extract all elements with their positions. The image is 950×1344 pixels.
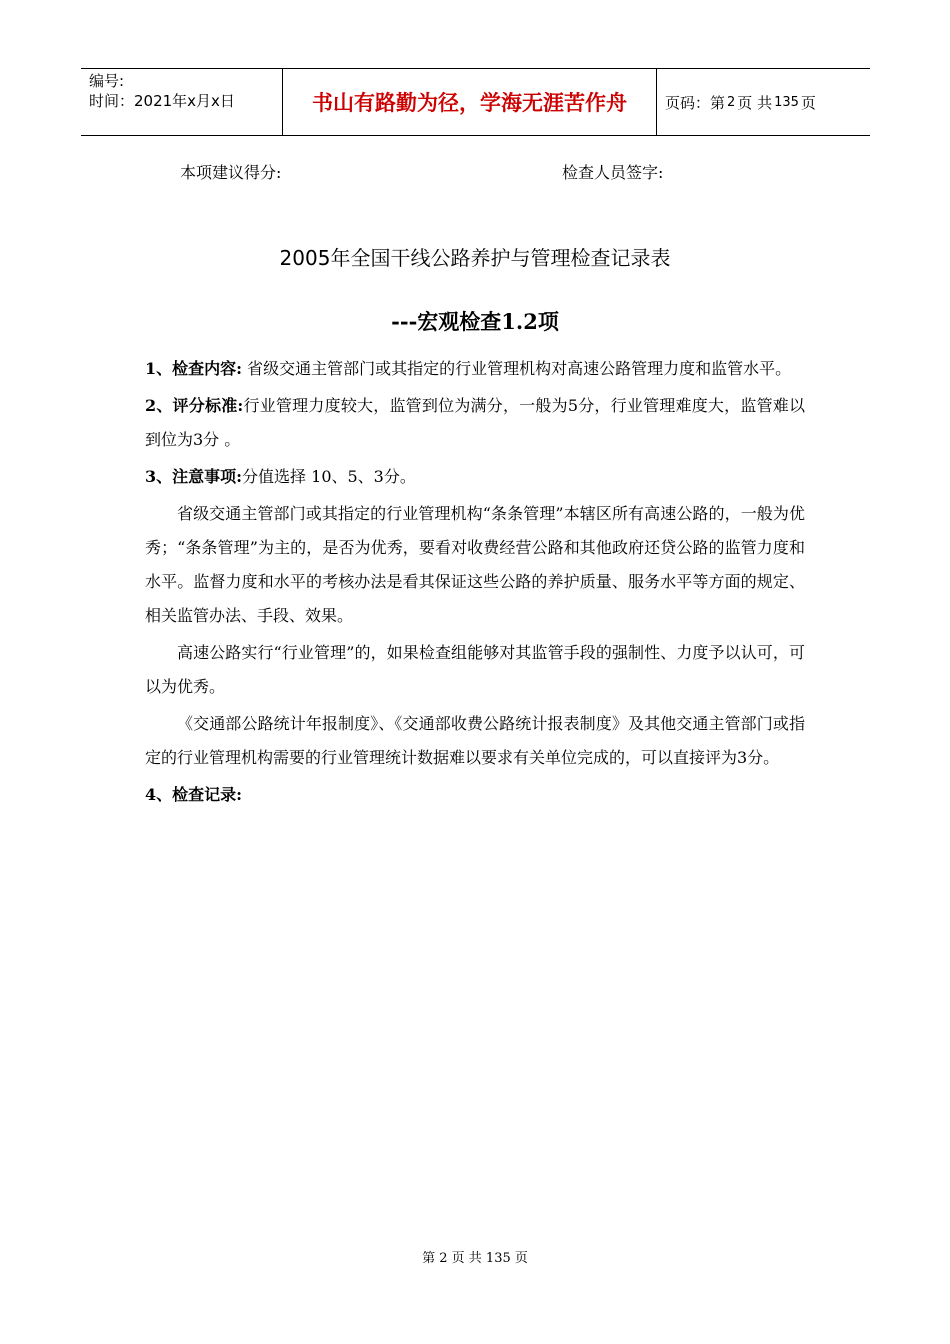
page-prefix: 页码：第: [665, 93, 726, 112]
paragraph: 《交通部公路统计年报制度》、《交通部收费公路统计报表制度》及其他交通主管部门或指定的行业管理机构需要的行业管理统计数据难以要求有关单位完成的，可以直接评为3分。: [145, 714, 805, 767]
page-suffix: 页: [800, 93, 816, 112]
paragraph: 省级交通主管部门或其指定的行业管理机构“条条管理”本辖区所有高速公路的，一般为优秀；“条条管理”为主的，是否为优秀，要看对收费经营公路和其他政府还贷公路的监管力度和水平。监督力度和水平的考核办法是看其保证这些公路的养护质量、服务水平等方面的规定、相关监管办法、手段、效果。: [145, 504, 805, 625]
section-inspection-content: [145, 352, 805, 386]
header-motto: 书山有路勤为径，学海无涯苦作舟: [282, 69, 657, 135]
page-footer: 第 2 页 共 135 页: [422, 1251, 528, 1266]
document-subtitle: ---宏观检查1.2项: [391, 309, 559, 334]
document-body: [145, 352, 805, 812]
paragraph: 高速公路实行“行业管理”的，如果检查组能够对其监管手段的强制性、力度予以认可，可以为优秀。: [145, 643, 805, 696]
section-scoring-standard: [145, 389, 805, 457]
page-current: 2: [727, 94, 736, 110]
section-text: 行业管理力度较大，监管到位为满分，一般为5分，行业管理难度大，监管难以到位为3分 。: [145, 396, 805, 449]
section-inspection-record: 4、检查记录:: [145, 785, 243, 804]
time-label: 时间：2021年x月x日: [89, 92, 235, 110]
section-text: 省级交通主管部门或其指定的行业管理机构对高速公路管理力度和监管水平。: [242, 359, 792, 378]
header-info-cell: [81, 69, 282, 135]
header-page-info: [657, 69, 870, 135]
page-total: 135: [774, 94, 799, 110]
header-table: [81, 68, 870, 136]
number-label: 编号:: [89, 72, 125, 90]
score-label: 本项建议得分:: [180, 163, 282, 182]
sign-line: [0, 160, 950, 188]
page-mid: 页 共: [737, 93, 773, 112]
section-heading: 3、注意事项:: [145, 467, 243, 486]
section-notes: [145, 460, 805, 494]
section-heading: 1、检查内容:: [145, 359, 243, 378]
document-title: 2005年全国干线公路养护与管理检查记录表: [279, 246, 671, 270]
section-heading: 2、评分标准:: [145, 396, 244, 415]
section-text: 分值选择 10、5、3分。: [242, 467, 416, 486]
inspector-signature-label: 检查人员签字:: [562, 163, 664, 182]
